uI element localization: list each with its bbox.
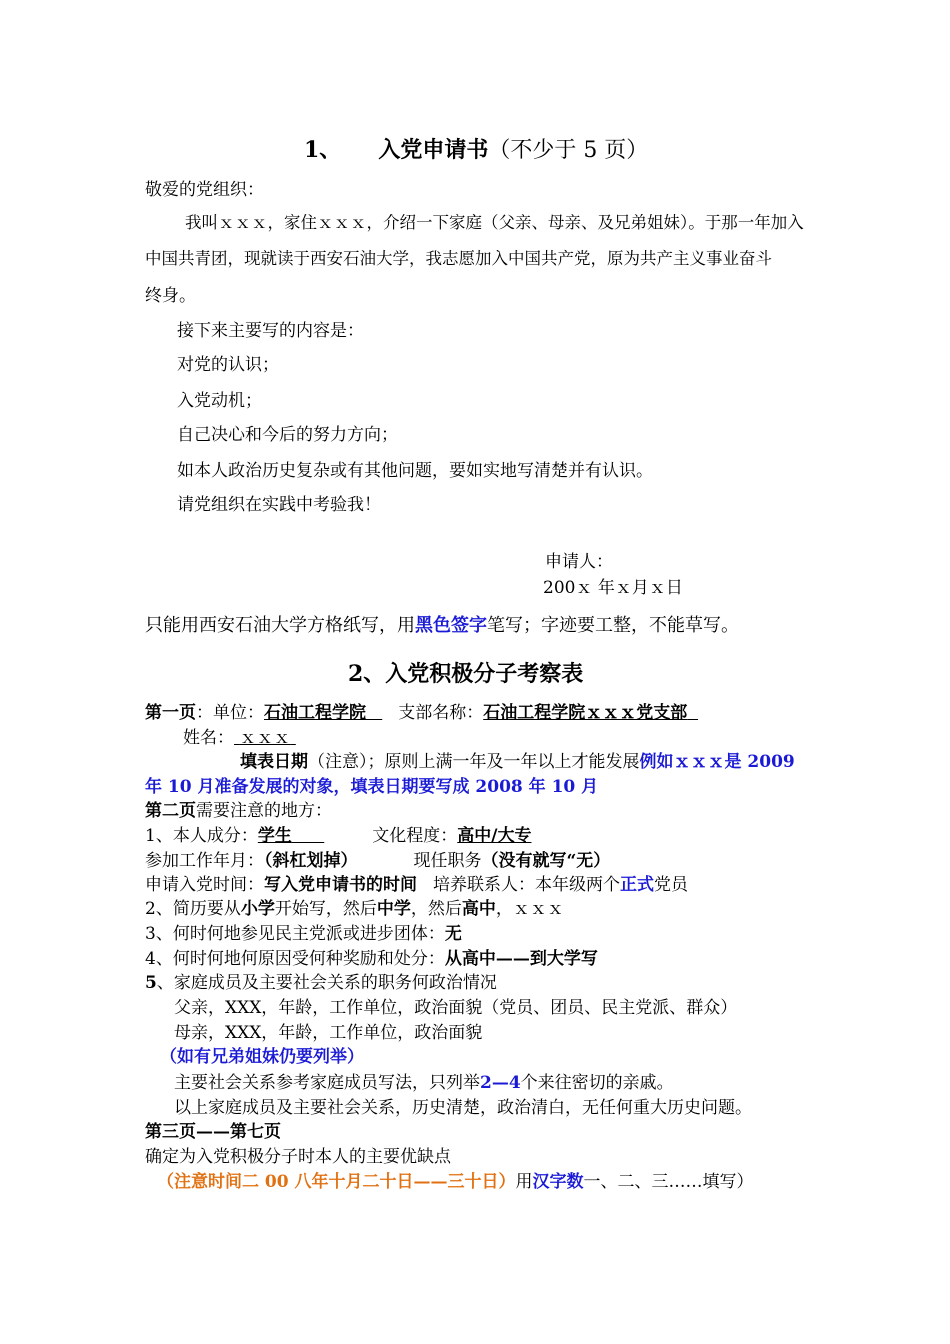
resume-bold: 中学 xyxy=(376,899,411,919)
education-value: 高中/大专 xyxy=(457,826,532,846)
resume-text: ，然后 xyxy=(410,899,462,919)
unit-value: 石油工程学院 xyxy=(264,703,366,723)
composition-label: 1、本人成分： xyxy=(145,826,258,846)
composition-value: 学生 xyxy=(257,826,292,846)
applicant-label: 申请人： xyxy=(545,552,613,572)
resume-bold: 高中 xyxy=(461,899,496,919)
contact-text: 党员 xyxy=(654,875,688,895)
mother-line: 母亲，XXX，年龄，工作单位，政治面貌 xyxy=(174,1023,483,1043)
fill-date-line xyxy=(240,751,795,773)
writing-note-part: 只能用西安石油大学方格纸写，用 xyxy=(145,615,415,636)
work-date-line xyxy=(145,850,610,872)
name-label: 姓名： xyxy=(183,728,234,748)
composition-line xyxy=(145,825,531,847)
relations-line xyxy=(174,1072,674,1094)
position-label: 现任职务 xyxy=(413,851,482,871)
page3-text: 用 xyxy=(515,1172,533,1192)
application-date: 200ｘ 年ｘ月ｘ日 xyxy=(543,578,683,598)
branch-value: 石油工程学院ｘｘｘ党支部 xyxy=(483,703,688,723)
apply-time-label: 申请入党时间： xyxy=(145,875,264,895)
writing-note xyxy=(145,614,739,638)
section1-title-main: 入党申请书 xyxy=(378,137,489,163)
page2-line xyxy=(145,800,332,822)
paragraph1-line1: 我叫ｘｘｘ，家住ｘｘｘ，介绍一下家庭（父亲、母亲、及兄弟姐妹）。于那一年加入 xyxy=(185,213,804,232)
siblings-note: （如有兄弟姐妹仍要列举） xyxy=(160,1047,364,1067)
education-label: 文化程度： xyxy=(372,826,458,846)
page3-line2 xyxy=(157,1171,754,1193)
work-date-value: （斜杠划掉） xyxy=(264,851,358,871)
relations-text: 个来往密切的亲戚。 xyxy=(520,1073,674,1093)
list-item: 自己决心和今后的努力方向； xyxy=(177,425,398,445)
page1-label: 第一页 xyxy=(145,703,196,723)
section1-title-number: 1、 xyxy=(304,137,342,163)
page2-text: 需要注意的地方： xyxy=(196,801,332,821)
name-value: ｘｘｘ xyxy=(239,728,291,748)
position-value: （没有就写“无） xyxy=(481,851,611,871)
section2-title: 2、入党积极分子考察表 xyxy=(348,661,584,687)
party-value: 无 xyxy=(444,924,462,944)
resume-line xyxy=(145,898,564,920)
family-heading xyxy=(145,972,497,994)
section1-title xyxy=(304,136,648,165)
salutation: 敬爱的党组织： xyxy=(145,180,264,200)
list-item: 请党组织在实践中考验我！ xyxy=(177,495,381,515)
page1-line xyxy=(145,702,698,724)
writing-note-part: 笔写；字迹要工整，不能草写。 xyxy=(487,615,739,636)
resume-text: ，ｘｘｘ xyxy=(495,899,564,919)
page2-label: 第二页 xyxy=(145,801,196,821)
chinese-numerals-note: 汉字数 xyxy=(532,1172,584,1192)
work-date-label: 参加工作年月： xyxy=(145,851,264,871)
resume-text: 开始写，然后 xyxy=(274,899,377,919)
apply-time-value: 写入党申请书的时间 xyxy=(264,875,417,895)
list-item: 入党动机； xyxy=(177,391,262,411)
list-item: 如本人政治历史复杂或有其他问题，要如实地写清楚并有认识。 xyxy=(177,461,653,481)
branch-label: 支部名称： xyxy=(398,703,484,723)
paragraph1-line2: 中国共青团，现就读于西安石油大学，我志愿加入中国共产党，原为共产主义事业奋斗 xyxy=(145,249,772,268)
history-line: 以上家庭成员及主要社会关系，历史清楚，政治清白，无任何重大历史问题。 xyxy=(174,1098,752,1118)
page3-label: 第三页——第七页 xyxy=(145,1122,281,1142)
family-number: 5 xyxy=(145,973,157,993)
page3-line1: 确定为入党积极分子时本人的主要优缺点 xyxy=(145,1147,451,1167)
paragraph1-line3: 终身。 xyxy=(145,286,196,306)
contact-label: 培养联系人：本年级两个 xyxy=(433,875,620,895)
section1-title-note: （不少于 5 页） xyxy=(488,138,649,163)
award-value: 从高中——到大学写 xyxy=(444,949,598,969)
fill-date-label: 填表日期 xyxy=(240,752,308,772)
fill-date-note: （注意）；原则上满一年及一年以上才能发展 xyxy=(308,752,640,772)
fill-date-example-cont: 年 10 月准备发展的对象，填表日期要写成 2008 年 10 月 xyxy=(145,777,599,797)
time-note: （注意时间二 00 八年十月二十日——三十日） xyxy=(157,1172,516,1192)
intro-line: 接下来主要写的内容是： xyxy=(177,321,364,341)
contact-highlight: 正式 xyxy=(620,875,654,895)
family-text: 、家庭成员及主要社会关系的职务何政治情况 xyxy=(156,973,497,993)
name-line xyxy=(183,727,296,749)
relations-text: 主要社会关系参考家庭成员写法，只列举 xyxy=(174,1073,480,1093)
fill-date-example: 例如ｘｘｘ是 2009 xyxy=(639,752,795,772)
writing-note-highlight: 黑色签字 xyxy=(415,615,487,636)
party-text: 3、何时何地参见民主党派或进步团体： xyxy=(145,924,445,944)
resume-bold: 小学 xyxy=(240,899,275,919)
page3-text: 一、二、三……填写） xyxy=(583,1172,754,1192)
father-line: 父亲，XXX，年龄，工作单位，政治面貌（党员、团员、民主党派、群众） xyxy=(174,998,738,1018)
award-text: 4、何时何地何原因受何种奖励和处分： xyxy=(145,949,445,969)
unit-label: ：单位： xyxy=(196,703,264,723)
list-item: 对党的认识； xyxy=(177,355,279,375)
apply-time-line xyxy=(145,874,688,896)
party-line xyxy=(145,923,462,945)
award-line xyxy=(145,948,598,970)
resume-text: 2、简历要从 xyxy=(145,899,241,919)
relations-count: 2—4 xyxy=(480,1073,521,1093)
